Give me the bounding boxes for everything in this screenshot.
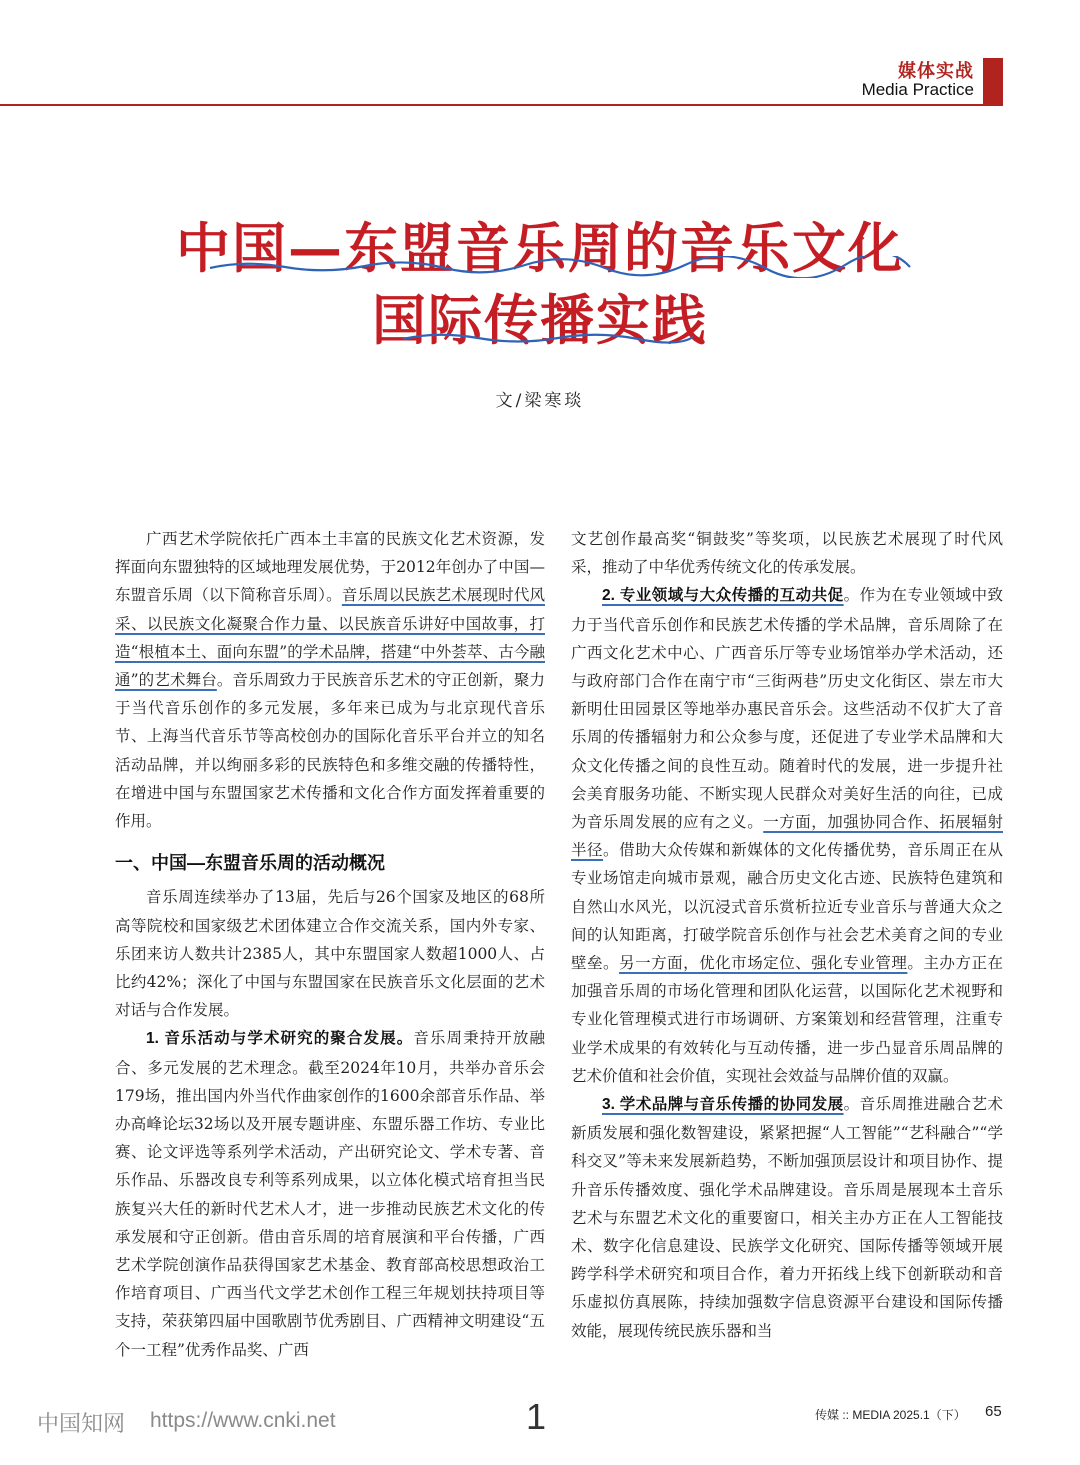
left-column xyxy=(115,525,545,1364)
author-byline: 文/梁寒琰 xyxy=(495,391,585,411)
subsection2-underlined-1: 一方面，加强协同合作、拓展辐射半径 xyxy=(571,813,1003,860)
section-label-en: Media Practice xyxy=(861,80,974,99)
article-title-line1: 中国—东盟音乐周的音乐文化 xyxy=(176,216,904,280)
subsection2-paragraph xyxy=(571,581,1003,1090)
section1-heading: 一、中国—东盟音乐周的活动概况 xyxy=(115,853,385,874)
article-title-line2: 国际传播实践 xyxy=(372,288,708,352)
intro-paragraph xyxy=(115,525,545,835)
intro-text-b: 。音乐周致力于民族音乐艺术的守正创新，聚力于当代音乐创作的多元发展，多年来已成为与北京现代音乐节、上海当代音乐节等高校创办的国际化音乐平台并立的知名活动品牌，并以绚丽多彩的民族特色和多维交融的传播特性，在增进中国与东盟国家艺术传播和文化合作方面发挥着重要的作用。 xyxy=(115,671,545,831)
journal-issue: 传媒 :: MEDIA 2025.1（下） xyxy=(815,1408,966,1422)
subsection2-text-b: 。借助大众传媒和新媒体的文化传播优势，音乐周正在从专业场馆走向城市景观，融合历史文化古迹、民族特色建筑和自然山水风光，以沉浸式音乐赏析拉近专业音乐与普通大众之间的认知距离，打破学院音乐创作与社会艺术美育之间的专业壁垒。 xyxy=(571,841,1003,973)
subsection1-paragraph xyxy=(115,1024,545,1363)
subsection2-text-c: 。主办方正在加强音乐周的市场化管理和团队化运营，以国际化艺术视野和专业化管理模式进行市场调研、方案策划和经营管理，注重专业学术成果的有效转化与互动传播，进一步凸显音乐周品牌的艺术价值和社会价值，实现社会效益与品牌价值的双赢。 xyxy=(571,954,1003,1085)
right-column xyxy=(571,525,1003,1345)
subsection2-title: 2. 专业领域与大众传播的互动共促 xyxy=(602,587,844,605)
page-number: 65 xyxy=(985,1403,1002,1420)
subsection2-underlined-2: 另一方面，优化市场定位、强化专业管理 xyxy=(619,954,908,973)
subsection2-text-a: 。作为在专业领域中致力于当代音乐创作和民族艺术传播的学术品牌，音乐周除了在广西文化艺术中心、广西音乐厅等专业场馆举办学术活动，还与政府部门合作在南宁市“三街两巷”历史文化街区、崇左市大新明仕田园景区等地举办惠民音乐会。这些活动不仅扩大了音乐周的传播辐射力和公众参与度，还促进了专业学术品牌和大众文化传播之间的良性互动。随着时代的发展，进一步提升社会美育服务功能、不断实现人民群众对美好生活的向往，已成为音乐周发展的应有之义。 xyxy=(571,586,1003,832)
subsection3-title: 3. 学术品牌与音乐传播的协同发展 xyxy=(602,1096,844,1114)
intro-underlined-text: 音乐周以民族艺术展现时代风采、以民族文化凝聚合作力量、以民族音乐讲好中国故事，打造“根植本土、面向东盟”的学术品牌，搭建“中外荟萃、古今融通”的艺术舞台 xyxy=(115,586,545,690)
subsection1-text: 音乐周秉持开放融合、多元发展的艺术理念。截至2024年10月，共举办音乐会179场，推出国内外当代作曲家创作的1600余部音乐作品、举办高峰论坛32场以及开展专题讲座、东盟乐器工作坊、专业比赛、论文评选等系列学术活动，产出研究论文、学术专著、音乐作品、乐器改良专利等系列成果，以立体化模式培育担当民族复兴大任的新时代艺术人才，进一步推动民族艺术文化的传承发展和守正创新。借由音乐周的培育展演和平台传播，广西艺术学院创演作品获得国家艺术基金、教育部高校思想政治工作培育项目、广西当代文学艺术创作工程三年规划扶持项目等支持，荣获第四届中国歌剧节优秀剧目、广西精神文明建设“五个一工程”优秀作品奖、广西 xyxy=(115,1029,545,1359)
download-page-number: 1 xyxy=(526,1396,547,1437)
subsection3-paragraph xyxy=(571,1090,1003,1345)
title-underline-mark-2 xyxy=(398,328,698,350)
header-accent-bar xyxy=(983,58,1003,104)
continued-paragraph: 文艺创作最高奖“铜鼓奖”等奖项，以民族艺术展现了时代风采，推动了中华优秀传统文化的传承发展。 xyxy=(571,530,1003,577)
cnki-watermark-logo: 中国知网 xyxy=(37,1411,126,1436)
title-underline-mark-1 xyxy=(205,256,915,278)
subsection3-text: 。音乐周推进融合艺术新质发展和强化数智建设，紧紧把握“人工智能”“艺科融合”“学科交叉”等未来发展新趋势，不断加强顶层设计和项目协作、提升音乐传播效度、强化学术品牌建设。音乐周是展现本土音乐艺术与东盟艺术文化的重要窗口，相关主办方正在人工智能技术、数字化信息建设、民族学文化研究、国际传播等领域开展跨学科学术研究和项目合作，着力开拓线上线下创新联动和音乐虚拟仿真展陈，持续加强数字信息资源平台建设和国际传播效能，展现传统民族乐器和当 xyxy=(571,1095,1003,1340)
header-rule xyxy=(0,104,1003,106)
subsection1-title: 1. 音乐活动与学术研究的聚合发展。 xyxy=(146,1030,414,1048)
intro-text-a: 广西艺术学院依托广西本土丰富的民族文化艺术资源，发挥面向东盟独特的区域地理发展优势，于2012年创办了中国—东盟音乐周（以下简称音乐周）。 xyxy=(115,530,545,605)
cnki-watermark-url[interactable]: https://www.cnki.net xyxy=(150,1409,336,1432)
section1-paragraph: 音乐周连续举办了13届，先后与26个国家及地区的68所高等院校和国家级艺术团体建立合作交流关系，国内外专家、乐团来访人数共计2385人，其中东盟国家人数超1000人、占比约42%；深化了中国与东盟国家在民族音乐文化层面的艺术对话与合作发展。 xyxy=(115,888,545,1020)
section-label-cn: 媒体实战 xyxy=(898,61,974,82)
